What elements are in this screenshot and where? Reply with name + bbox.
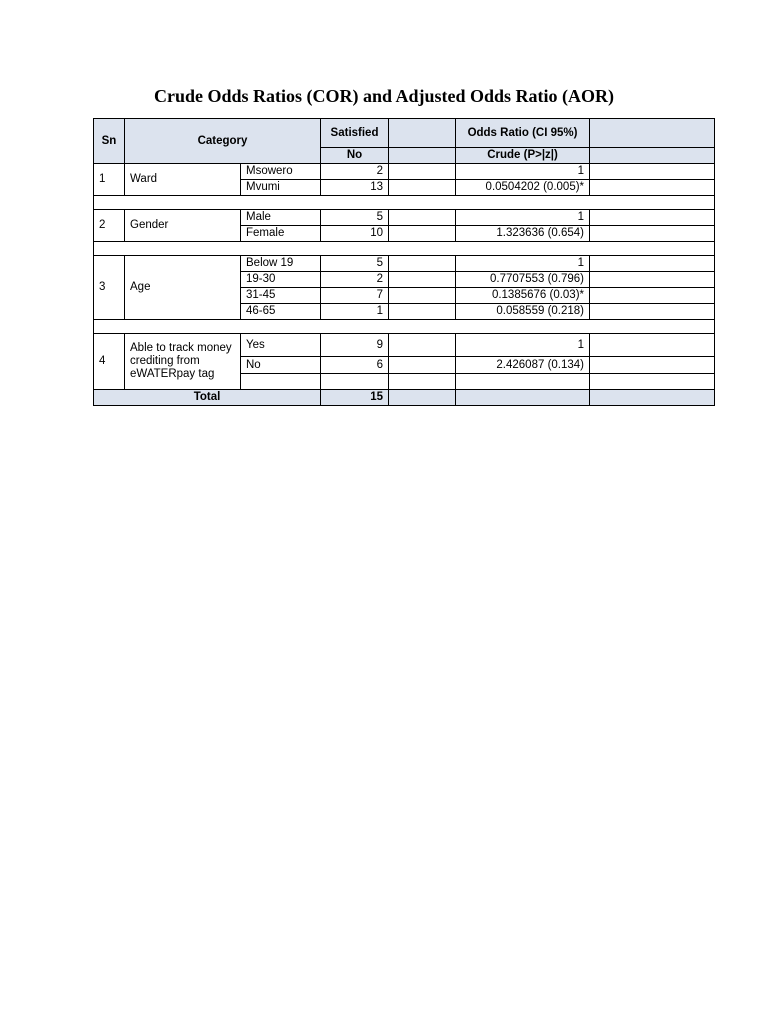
- crude-odds-ratio: 0.0504202 (0.005)*: [456, 180, 590, 196]
- crude-odds-ratio: 1: [456, 256, 590, 272]
- total-count: 15: [321, 390, 389, 406]
- level-label: 31-45: [241, 288, 321, 304]
- empty-cell: [389, 390, 456, 406]
- group-category: Ward: [125, 164, 241, 196]
- header-sn: Sn: [94, 119, 125, 164]
- header-no: No: [321, 148, 389, 164]
- level-label: Mvumi: [241, 180, 321, 196]
- spacer-row: [94, 196, 715, 210]
- spacer-row: [94, 242, 715, 256]
- crude-odds-ratio: 1.323636 (0.654): [456, 226, 590, 242]
- empty-cell: [590, 334, 715, 357]
- group-category: Able to track money crediting from eWATERpay tag: [125, 334, 241, 390]
- satisfied-count: 6: [321, 357, 389, 374]
- satisfied-count: 7: [321, 288, 389, 304]
- document-title: Crude Odds Ratios (COR) and Adjusted Odds Ratio (AOR): [153, 86, 615, 106]
- satisfied-count: 5: [321, 210, 389, 226]
- satisfied-count: 2: [321, 272, 389, 288]
- header-category: Category: [125, 119, 321, 164]
- empty-cell: [590, 272, 715, 288]
- total-row: [94, 390, 715, 406]
- crude-odds-ratio: 1: [456, 210, 590, 226]
- empty-cell: [590, 304, 715, 320]
- group-category: Age: [125, 256, 241, 320]
- empty-cell: [389, 334, 456, 357]
- group-category: Gender: [125, 210, 241, 242]
- crude-odds-ratio: 1: [456, 334, 590, 357]
- header-crude: Crude (P>|z|): [456, 148, 590, 164]
- crude-odds-ratio: 0.7707553 (0.796): [456, 272, 590, 288]
- empty-cell: [590, 256, 715, 272]
- empty-cell: [456, 390, 590, 406]
- empty-cell: [590, 288, 715, 304]
- header-odds-ratio: Odds Ratio (CI 95%): [456, 119, 590, 148]
- spacer-row: [94, 320, 715, 334]
- empty-cell: [389, 304, 456, 320]
- empty-cell: [590, 164, 715, 180]
- empty-cell: [389, 180, 456, 196]
- empty-cell: [389, 210, 456, 226]
- level-label: 46-65: [241, 304, 321, 320]
- empty-cell: [389, 164, 456, 180]
- empty-cell: [590, 210, 715, 226]
- table-row: [94, 210, 715, 226]
- spacer-cell: [94, 320, 715, 334]
- empty-cell: [389, 374, 456, 390]
- level-label: Male: [241, 210, 321, 226]
- table-row: [94, 164, 715, 180]
- group-sn: 4: [94, 334, 125, 390]
- empty-cell: [590, 390, 715, 406]
- header-empty: [590, 119, 715, 148]
- header-empty: [389, 119, 456, 148]
- level-label: Msowero: [241, 164, 321, 180]
- odds-ratio-table: [93, 118, 715, 406]
- crude-odds-ratio: 2.426087 (0.134): [456, 357, 590, 374]
- satisfied-count: 5: [321, 256, 389, 272]
- table-row: [94, 334, 715, 357]
- crude-odds-ratio: 0.058559 (0.218): [456, 304, 590, 320]
- level-label: No: [241, 357, 321, 374]
- satisfied-count: 10: [321, 226, 389, 242]
- empty-cell: [389, 357, 456, 374]
- group-sn: 2: [94, 210, 125, 242]
- level-label: 19-30: [241, 272, 321, 288]
- level-label: Female: [241, 226, 321, 242]
- group-sn: 1: [94, 164, 125, 196]
- total-label: Total: [94, 390, 321, 406]
- spacer-cell: [94, 242, 715, 256]
- empty-cell: [590, 374, 715, 390]
- header-empty: [590, 148, 715, 164]
- empty-cell: [590, 180, 715, 196]
- empty-cell: [456, 374, 590, 390]
- table-row: [94, 256, 715, 272]
- header-row-1: [94, 119, 715, 148]
- satisfied-count: 13: [321, 180, 389, 196]
- header-empty: [389, 148, 456, 164]
- group-sn: 3: [94, 256, 125, 320]
- empty-cell: [321, 374, 389, 390]
- empty-cell: [389, 256, 456, 272]
- satisfied-count: 2: [321, 164, 389, 180]
- empty-cell: [389, 272, 456, 288]
- empty-cell: [590, 226, 715, 242]
- empty-cell: [241, 374, 321, 390]
- crude-odds-ratio: 1: [456, 164, 590, 180]
- header-satisfied: Satisfied: [321, 119, 389, 148]
- level-label: Yes: [241, 334, 321, 357]
- satisfied-count: 1: [321, 304, 389, 320]
- empty-cell: [389, 288, 456, 304]
- level-label: Below 19: [241, 256, 321, 272]
- empty-cell: [590, 357, 715, 374]
- spacer-cell: [94, 196, 715, 210]
- crude-odds-ratio: 0.1385676 (0.03)*: [456, 288, 590, 304]
- satisfied-count: 9: [321, 334, 389, 357]
- empty-cell: [389, 226, 456, 242]
